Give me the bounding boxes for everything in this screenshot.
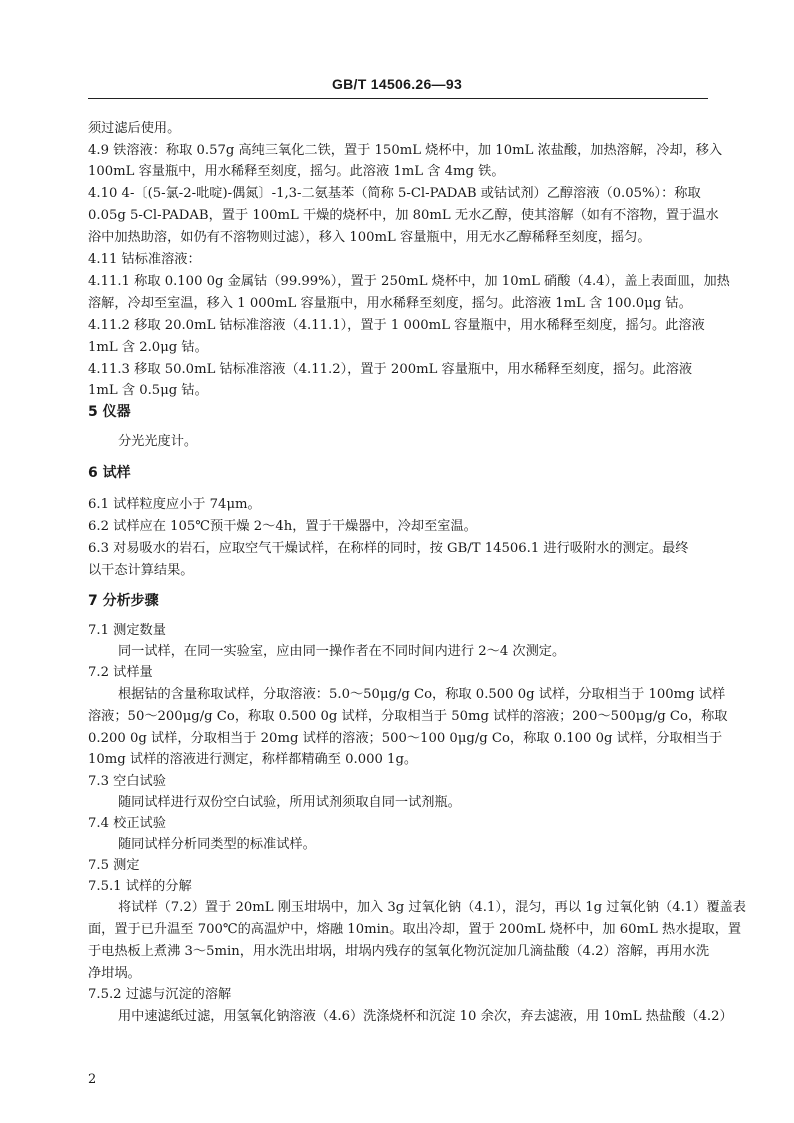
subsection-heading: 7.5.1 试样的分解 [88,879,192,894]
text-line: 随同试样进行双份空白试验，所用试剂须取自同一试剂瓶。 [118,795,461,810]
text-line: 溶解，冷却至室温，移入 1 000mL 容量瓶中，用水稀释至刻度，摇匀。此溶液 1mL 含 100.0μg 钴。 [88,296,692,311]
text-line: 10mg 试样的溶液进行测定，称样都精确至 0.000 1g。 [88,752,418,767]
text-line: 1mL 含 2.0μg 钴。 [88,340,208,355]
subsection-heading: 7.2 试样量 [88,665,153,680]
subsection-heading: 7.5 测定 [88,858,140,873]
text-line: 4.11.2 移取 20.0mL 钴标准溶液（4.11.1），置于 1 000mL 容量瓶中，用水稀释至刻度，摇匀。此溶液 [88,318,705,333]
text-line: 净坩埚。 [88,966,141,981]
text-line: 100mL 容量瓶中，用水稀释至刻度，摇匀。此溶液 1mL 含 4mg 铁。 [88,164,505,179]
text-line: 6.3 对易吸水的岩石，应取空气干燥试样，在称样的同时，按 GB/T 14506.1 进行吸附水的测定。最终 [88,541,689,556]
text-line: 随同试样分析同类型的标准试样。 [118,837,316,852]
section-heading-7: 7 分析步骤 [88,593,159,609]
standard-code-header: GB/T 14506.26—93 [331,76,463,92]
text-line: 于电热板上煮沸 3～5min，用水洗出坩埚，坩埚内残存的氢氧化物沉淀加几滴盐酸（4.2）溶解，再用水洗 [88,944,710,959]
text-line: 4.10 4-〔(5-氯-2-吡啶)-偶氮〕-1,3-二氨基苯（简称 5-Cl-PADAB 或钴试剂）乙醇溶液（0.05%）：称取 [88,186,701,201]
text-line: 4.11.3 移取 50.0mL 钴标准溶液（4.11.2），置于 200mL 容量瓶中，用水稀释至刻度，摇匀。此溶液 [88,362,693,377]
header-rule [88,98,708,99]
section-heading-6: 6 试样 [88,465,131,481]
page-number: 2 [88,1072,97,1087]
text-line: 溶液；50～200μg/g Co，称取 0.500 0g 试样，分取相当于 50mg 试样的溶液；200～500μg/g Co，称取 [88,709,728,724]
subsection-heading: 7.4 校正试验 [88,816,166,831]
text-line: 6.2 试样应在 105℃预干燥 2～4h，置于干燥器中，冷却至室温。 [88,519,477,534]
text-line: 0.200 0g 试样，分取相当于 20mg 试样的溶液；500～100 0μg/g Co，称取 0.100 0g 试样，分取相当于 [88,731,723,746]
text-line: 4.9 铁溶液：称取 0.57g 高纯三氧化二铁，置于 150mL 烧杯中，加 10mL 浓盐酸，加热溶解，冷却，移入 [88,143,723,158]
text-line: 0.05g 5-Cl-PADAB，置于 100mL 干燥的烧杯中，加 80mL 无水乙醇，使其溶解（如有不溶物，置于温水 [88,208,719,223]
text-line: 1mL 含 0.5μg 钴。 [88,383,208,398]
text-line: 根据钴的含量称取试样，分取溶液：5.0～50μg/g Co，称取 0.500 0g 试样，分取相当于 100mg 试样 [118,687,726,702]
text-line: 4.11.1 称取 0.100 0g 金属钴（99.99%），置于 250mL 烧杯中，加 10mL 硝酸（4.4），盖上表面皿，加热 [88,274,730,289]
text-line: 4.11 钴标准溶液： [88,252,201,267]
subsection-heading: 7.3 空白试验 [88,774,166,789]
text-line: 浴中加热助溶，如仍有不溶物则过滤），移入 100mL 容量瓶中，用无水乙醇稀释至刻度，摇匀。 [88,230,651,245]
text-line: 以干态计算结果。 [88,563,194,578]
section-heading-5: 5 仪器 [88,404,131,420]
text-line: 面，置于已升温至 700℃的高温炉中，熔融 10min。取出冷却，置于 200mL 烧杯中，加 60mL 热水提取，置 [88,922,742,937]
text-line: 同一试样，在同一实验室，应由同一操作者在不同时间内进行 2～4 次测定。 [118,644,566,659]
text-line: 分光光度计。 [118,434,198,449]
text-line: 须过滤后使用。 [88,121,181,136]
subsection-heading: 7.1 测定数量 [88,623,166,638]
subsection-heading: 7.5.2 过滤与沉淀的溶解 [88,987,232,1002]
text-line: 6.1 试样粒度应小于 74μm。 [88,497,261,512]
text-line: 用中速滤纸过滤，用氢氧化钠溶液（4.6）洗涤烧杯和沉淀 10 余次，弃去滤液，用 10mL 热盐酸（4.2） [118,1009,733,1024]
text-line: 将试样（7.2）置于 20mL 刚玉坩埚中，加入 3g 过氧化钠（4.1），混匀，再以 1g 过氧化钠（4.1）覆盖表 [118,900,746,915]
